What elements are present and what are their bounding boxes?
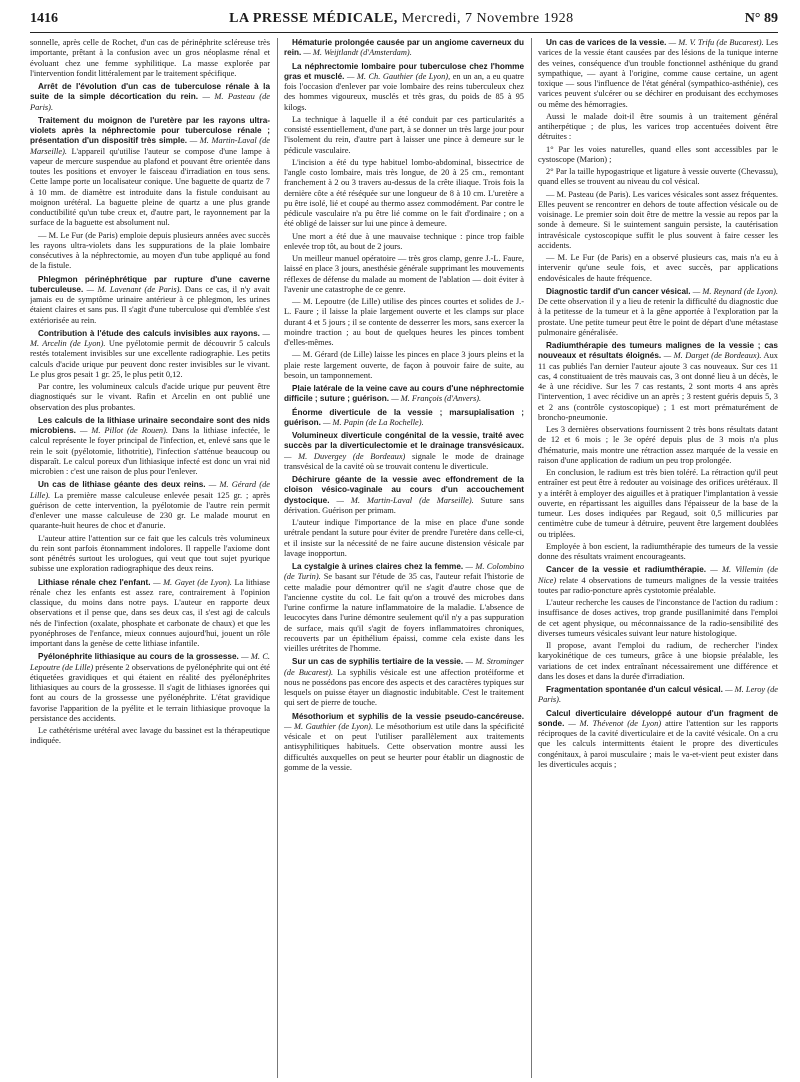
- article: [538, 341, 778, 562]
- article: [538, 287, 778, 338]
- article-paragraph: — M. Lepoutre (de Lille) utilise des pinces courtes et solides de J.-L. Faure ; il laisse la plaie largement ouverte et les clamps sur place durant 4 et 5 jours ; il se contente de desserrer les mors, sans exercer la moindre traction ; au bout de quelques heures les pinces tombent d'elles-mêmes.: [284, 297, 524, 347]
- article-heading: [30, 652, 270, 724]
- article: [538, 709, 778, 771]
- article-paragraph: L'incision a été du type habituel lombo-abdominal, bissectrice de l'angle costo lombaire, mais très longue, de 20 à 25 cm., remontant franchement à 2 ou 3 travers au-dessus de la crête iliaque. Trois fois la dernière côte a été réséquée sur une longueur de 8 à 10 cm. L'uretère a pu être isolé, lié et coupé au thermo assez commodément. Par contre le pédicule vasculaire n'a pu être lié comme on le fait d'ordinaire ; on a été obligé de laisser sur lui une pince à demeure.: [284, 157, 524, 229]
- article-heading: [284, 62, 524, 113]
- article-title: Radiumthérapie des tumeurs malignes de la vessie ; cas nouveaux et résultats éloignés.: [538, 341, 778, 361]
- article-text: Se basant sur l'étude de 35 cas, l'auteur refait l'historie de cette maladie pour démontrer qu'il ne s'agit d'autre chose que de l'ancienne cystite du col. Le fait qu'on a trouvé des microbes dans l'urine confirme la nature inflammatoire de la maladie. L'absence de leucocytes dans l'urine démontre seulement qu'il n'y a pas suppuration de surface, mais qu'il s'agit de foyers inflammatoires chroniques, recouverts par un épithélium épaissi, comme cela existe dans les vieilles urétrites de l'homme.: [284, 572, 524, 653]
- article: [284, 712, 524, 774]
- article-paragraph: Le cathétérisme urétéral avec lavage du bassinet est la thérapeutique indiquée.: [30, 726, 270, 746]
- article-heading: [284, 431, 524, 472]
- article-heading: [538, 565, 778, 596]
- article: [284, 62, 524, 382]
- article-paragraph: Aussi le malade doit-il être soumis à un traitement général antiherpétique ; de plus, les varices trop accentuées doivent être détruites :: [538, 111, 778, 142]
- article: [30, 652, 270, 746]
- article-paragraph: L'auteur indique l'importance de la mise en place d'une sonde urétrale pendant la suture pour éviter de prendre l'uretère dans celle-ci, et il insiste sur la nécessité de ne faire aucune distension vésicale par lavage inopportun.: [284, 518, 524, 558]
- article-author: — M. V. Trifu (de Bucarest).: [668, 38, 764, 47]
- article-paragraph: La technique à laquelle il a été conduit par ces particularités a consisté essentiellement, d'une part, à se donner un très large jour pour l'isolement du rein, d'autre part à laisser une pince à demeure sur le pédicule vasculaire.: [284, 114, 524, 155]
- article-paragraph: Une mort a été due à une mauvaise technique : pince trop faible enlevée trop tôt, au bout de 2 jours.: [284, 231, 524, 251]
- article-title: Phlegmon périnéphrétique par rupture d'une caverne tuberculeuse.: [30, 274, 270, 294]
- article-author: — M. Colombino (de Turin).: [284, 562, 524, 582]
- article: [30, 38, 270, 79]
- article-title: Fragmentation spontanée d'un calcul vésical.: [546, 685, 723, 694]
- text-columns: [30, 38, 778, 1078]
- article-heading: [284, 384, 524, 405]
- article: [284, 475, 524, 559]
- issue-date: Mercredi, 7 Novembre 1928: [401, 11, 574, 26]
- article: [284, 431, 524, 472]
- article-text: Une pyélotomie permit de découvrir 5 calculs restés totalement invisibles sur une excellente radiographie. Les petits calculs d'acide urique pur peuvent donc rester invisibles sur le vivant. Le plus gros pesait 1 gr. 25, le plus petit 0,12.: [30, 339, 270, 379]
- article: [538, 38, 778, 284]
- article: [30, 329, 270, 413]
- article-text: Dans la lithiase infectée, le calcul représente le foyer principal de l'infection, et, enlevé sans que le rein le soit (pyélotomie, lithotritie), l'infection s'atténue beaucoup ou disparaît. Le calcul poreux d'un lithiasique infecté est donc un vrai nid microbien : c'est une raison de plus pour l'enlever.: [30, 426, 270, 476]
- article-title: Diagnostic tardif d'un cancer vésical.: [546, 286, 691, 296]
- article-author: — M. Gérard (de Lille).: [30, 480, 270, 500]
- article-title: Calcul diverticulaire développé autour d'un fragment de sonde.: [538, 708, 778, 728]
- article-text: Suture sans dérivation. Guérison per primam.: [284, 495, 524, 515]
- article: [30, 116, 270, 272]
- article-text: Aux 11 cas publiés l'an dernier l'auteur ajoute 3 cas nouveaux. Sur ces 11 cas, 4 constituaient de très mauvais cas, 3 ont donné lieu à un décès, le 4e à une récidive. Sur les 7 cas restants, 2 sont morts 4 ans après l'intervention, 1 avec récidive un an après ; 3 restent guéris depuis 5, 3 et 2 ans (contrôle cystoscopique) ; 1 est mort prématurément de broncho-pneumonie.: [538, 351, 778, 422]
- issue-number: N° 89: [744, 11, 778, 26]
- article-author: — M. Reynard (de Lyon).: [692, 286, 778, 296]
- article-text: en un an, a eu quatre fois l'occasion d'enlever par voie lombaire des reins tuberculeux chez des hommes vigoureux, musclés et très gras, du poids de 85 à 95 kilogs.: [284, 71, 524, 112]
- article-author: — M. Darget (de Bordeaux).: [663, 351, 762, 361]
- article-paragraph: L'auteur attire l'attention sur ce fait que les calculs très volumineux du rein sont parfois étonnamment indolores. Il rappelle l'axiome dont sont pénétrés surtout les urologues, qui veut que tout sujet pyurique subisse une exploration radiographique des deux reins.: [30, 533, 270, 574]
- article-text: Les varices de la vessie étant causées par des lésions de la tunique interne des veines, conséquence d'un trouble fonctionnel asthénique du grand sympathique, — ayant à l'origine, comme cause certaine, un agent toxique — sous l'influence de l'état général (sympathico-asthénie), ces varices peuvent s'ulcérer ou se déchirer en produisant des ecchymoses ou même des hémorragies.: [538, 38, 778, 109]
- article: [30, 480, 270, 574]
- article-text: Dans ce cas, il n'y avait jamais eu de symptôme urinaire antérieur à ce phlegmon, les urines étaient claires et sans pus. Il s'agit d'une tuberculose qui d'emblée s'est extériorisée au rein.: [30, 284, 270, 325]
- article-paragraph: 2° Par la taille hypogastrique et ligature à vessie ouverte (Chevassu), quand elles se trouvent au niveau du col vésical.: [538, 167, 778, 187]
- article-paragraph: Il propose, avant l'emploi du radium, de rechercher l'index karyokinétique de ces tumeurs, grâce à une biopsie préalable, les variations de cet index entraînant nécessairement une différence et dans les doses et dans la durée d'irradiation.: [538, 641, 778, 681]
- article-author: — M. Papin (de La Rochelle).: [322, 417, 424, 427]
- article-title: Déchirure géante de la vessie avec effondrement de la cloison vésico-vaginale au cours d'un accouchement dystocique.: [284, 475, 524, 505]
- article-title: Lithiase rénale chez l'enfant.: [38, 577, 151, 587]
- article-author: — M. Leroy (de Paris).: [538, 685, 778, 705]
- article-author: — M. Martin-Laval (de Marseille).: [30, 136, 270, 156]
- article-title: Sur un cas de syphilis tertiaire de la vessie.: [292, 657, 464, 667]
- article-title: La néphrectomie lombaire pour tuberculose chez l'homme gras et musclé.: [284, 61, 524, 81]
- article-title: Cancer de la vessie et radiumthérapie.: [546, 565, 707, 575]
- article-paragraph: — M. Le Fur (de Paris) emploie depuis plusieurs années avec succès les rayons ultra-violets dans les suppurations de la plaie lombaire consécutives à la néphrectomie, au moyen d'un tube appliqué au fond de la fistule.: [30, 230, 270, 271]
- column-divider: [277, 38, 278, 1078]
- article-heading: [284, 657, 524, 708]
- article-paragraph: Par contre, les volumineux calculs d'acide urique pur peuvent être diagnostiqués sur le vivant. Rafin et Arcelin en ont publié une observation des plus probantes.: [30, 382, 270, 412]
- article-heading: [284, 38, 524, 59]
- article: [284, 657, 524, 708]
- column-2: [284, 38, 524, 1078]
- article-author: — M. Arcelin (de Lyon).: [30, 328, 270, 348]
- article-heading: [538, 287, 778, 338]
- article-text: La lithiase rénale chez les enfants est assez rare, contrairement à l'opinion classique, du moins dans notre pays. L'auteur en rapporte deux observations et il pense que, dans ses deux cas, il s'est agi de calculs nés de l'infection (oxalate, phosphate et carbonate de chaux) et que les pyonéphroses de l'enfance, mieux connues aujourd'hui, jouent un rôle important dans la genèse de cette lithiase infantile.: [30, 577, 270, 648]
- article: [284, 408, 524, 429]
- article-author: — M. Weijtlandt (d'Amsterdam).: [303, 48, 412, 58]
- column-1: [30, 38, 270, 1078]
- article-heading: [538, 685, 778, 706]
- article-heading: [30, 82, 270, 113]
- article-paragraph: Les 3 dernières observations fournissent 2 très bons résultats datant de 12 et 6 mois ; le 3e opéré depuis plus de 3 mois n'a plus d'hématurie, mais montre une rétraction assez marquée de la vessie en raison d'une application de radium un peu trop prolongée.: [538, 425, 778, 465]
- article: [30, 275, 270, 326]
- article-paragraph: sonnelle, après celle de Rochet, d'un cas de périnéphrite scléreuse très importante, prêtant à la confusion avec un gros néoplasme rénal et évoluant chez une femme syphilitique. La masse explorée par l'intervention fondit littéralement par le traitement spécifique.: [30, 38, 270, 78]
- article-title: Plaie latérale de la veine cave au cours d'une néphrectomie difficile ; suture ; guérison.: [284, 384, 524, 404]
- article-author: — M. Villemin (de Nice): [538, 565, 778, 585]
- column-divider: [531, 38, 532, 1078]
- article-title: La cystalgie à urines claires chez la femme.: [292, 562, 464, 571]
- article-text: signale le mode de drainage transvésical de la cavité où se trouvait contenu le diverticule.: [284, 451, 524, 471]
- article: [284, 38, 524, 59]
- article-author: — M. Gayet (de Lyon).: [153, 577, 232, 587]
- article: [30, 82, 270, 113]
- article-heading: [30, 480, 270, 531]
- article-title: Pyélonéphrite lithiasique au cours de la grossesse.: [38, 652, 239, 662]
- article-text: attire l'attention sur les rapports réciproques de la cavité diverticulaire et de la cavité vésicale. On a cru que les calculs intermittents étaient le propre des diverticules congénitaux, à paroi musculaire ; mais le va-et-vient peut exister dans les diverticules acquis ;: [538, 718, 778, 769]
- article-author: — M. Thévenot (de Lyon): [568, 718, 662, 728]
- article-title: Traitement du moignon de l'uretère par les rayons ultra-violets après la néphrectomie pour tuberculose rénale ; présentation d'un dispositif très simple.: [30, 115, 270, 146]
- article: [30, 416, 270, 478]
- article-heading: [284, 712, 524, 774]
- article-text: De cette observation il y a lieu de retenir la difficulté du diagnostic due à la petitesse de la tumeur et à la gêne apportée à l'exploration par la prostate. Une petite tumeur peut être le point de départ d'une métastase pulmonaire généralisée.: [538, 297, 778, 337]
- article-author: — M. François (d'Anvers).: [391, 394, 482, 404]
- page-header: [30, 6, 778, 33]
- article-paragraph: En conclusion, le radium est très bien toléré. La rétraction qu'il peut entraîner est peut être à redouter au voisinage des orifices urétéraux. Il y a intérêt à employer des aiguilles et à pratiquer l'implantation à vessie ouverte, en répartissant les aiguilles dans l'épaisseur de la base de la tumeur. Les doses indiquées par Regaud, soit 0,5 millicuries par centimètre cube de tumeur à détruire, peuvent être largement doublées ou triplées.: [538, 468, 778, 539]
- article-title: Volumineux diverticule congénital de la vessie, traité avec succès par la diverticulectomie et le drainage transvésicaux.: [284, 431, 524, 451]
- article-title: Arrêt de l'évolution d'un cas de tuberculose rénale à la suite de la simple décortication du rein.: [30, 82, 270, 102]
- article-title: Les calculs de la lithiase urinaire secondaire sont des nids microbiens.: [30, 415, 270, 435]
- article-title: Mésothorium et syphilis de la vessie pseudo-cancéreuse.: [292, 711, 524, 721]
- journal-title-line: [229, 11, 574, 27]
- article-title: Hématurie prolongée causée par un angiome caverneux du rein.: [284, 38, 524, 58]
- article-author: — M. Pillot (de Rouen).: [79, 426, 168, 435]
- article-paragraph: — M. Gérard (de Lille) laisse les pinces en place 3 jours pleins et la plaie reste largement ouverte, de façon à pouvoir faire de suite, au besoin, un tamponnement.: [284, 350, 524, 380]
- article-paragraph: Un meilleur manuel opératoire — très gros clamp, genre J.-L. Faure, laissé en place 3 jours, anesthésie générale supprimant les mouvements réflexes de défense du malade au moment de l'ablation — doit éviter à l'avenir une catastrophe de ce genre.: [284, 254, 524, 294]
- article-paragraph: Employée à bon escient, la radiumthérapie des tumeurs de la vessie donne des résultats vraiment encourageants.: [538, 541, 778, 561]
- article-heading: [538, 341, 778, 423]
- article-title: Un cas de lithiase géante des deux reins.: [38, 480, 206, 490]
- article-heading: [284, 475, 524, 516]
- article-text: relate 4 observations de tumeurs malignes de la vessie traitées toutes par radio-poncture après cystotomie préalable.: [538, 575, 778, 595]
- article-author: — M. Pasteau (de Paris).: [30, 92, 270, 112]
- page-number: 1416: [30, 11, 58, 26]
- article-text: La syphilis vésicale est une affection protéiforme et nous ne possédons pas encore des aspects et des caractères typiques sur lesquels on puisse étayer un diagnostic indubitable. C'est le traitement qui sert de pierre de touche.: [284, 667, 524, 708]
- article-author: — M. Martin-Laval (de Marseille).: [336, 495, 474, 505]
- article-author: — M. C. Lepoutre (de Lille): [30, 652, 270, 672]
- article-text: présente 2 observations de pyélonéphrite qui ont été étiquetées gravidiques et qui étaient en réalité des pyélonéphrites lithiasiques au cours de la grossesse. Il s'agit de lithiases ignorées qui font au cours de la grossesse une pyélonéphrite. L'état gravidique favorise l'apparition de la pyélite et le terrain lithiasique provoque la persistance des accidents.: [30, 662, 270, 723]
- article-heading: [538, 709, 778, 771]
- article-text: La première masse calculeuse enlevée pesait 125 gr. ; après guérison de cette intervention, la pyélotomie de l'autre rein permit d'enlever une masse calculeuse de 230 gr. Le malade mourut en quarante-huit heures de choc et d'anurie.: [30, 490, 270, 531]
- article-title: Contribution à l'étude des calculs invisibles aux rayons.: [38, 328, 260, 338]
- article: [30, 578, 270, 650]
- article-heading: [284, 408, 524, 429]
- article-title: Énorme diverticule de la vessie ; marsupialisation ; guérison.: [284, 407, 524, 427]
- article-heading: [30, 416, 270, 478]
- article-author: — M. Gauthier (de Lyon).: [284, 721, 374, 731]
- article-text: Le mésothorium est utile dans la spécificité vésicale et on peut l'utiliser parallèlement aux traitements antisyphilitiques habituels. Cette observation montre aussi les difficultés auxquelles on peut se heurter pour établir un diagnostic de gomme de la vessie.: [284, 721, 524, 772]
- journal-name: LA PRESSE MÉDICALE,: [229, 11, 398, 26]
- article-heading: [284, 562, 524, 654]
- article-author: — M. Lavenant (de Paris).: [86, 284, 182, 294]
- article-heading: [30, 329, 270, 380]
- article: [538, 685, 778, 706]
- article-heading: [30, 116, 270, 229]
- article-paragraph: — M. Pasteau (de Paris). Les varices vésicales sont assez fréquentes. Elles peuvent se rencontrer en dehors de toute affection vésicale ou de voisinage. Le premier soin doit être de mettre la vessie au repos par la sonde à demeure. Si le suintement sanguin persiste, la cautérisation intravésicale cystoscopique suffit le plus souvent à faire cesser les accidents.: [538, 189, 778, 250]
- article-paragraph: — M. Le Fur (de Paris) en a observé plusieurs cas, mais n'a eu à intervenir qu'une seule fois, et avec succès, par applications endovésicales de haute fréquence.: [538, 253, 778, 283]
- article-author: — M. Strominger (de Bucarest).: [284, 657, 524, 677]
- article: [538, 565, 778, 682]
- article: [284, 562, 524, 654]
- article-heading: [538, 38, 778, 110]
- article-author: — M. Ch. Gauthier (de Lyon),: [346, 71, 451, 81]
- article-author: — M. Duvergey (de Bordeaux): [284, 451, 406, 461]
- article-title: Un cas de varices de la vessie.: [546, 38, 667, 47]
- article-heading: [30, 275, 270, 326]
- article: [284, 384, 524, 405]
- column-3: [538, 38, 778, 1078]
- article-paragraph: 1° Par les voies naturelles, quand elles sont accessibles par le cystoscope (Marion) ;: [538, 144, 778, 164]
- article-paragraph: L'auteur recherche les causes de l'inconstance de l'action du radium : insuffisance de doses actives, trop grande pusillanimité dans l'emploi de cet agent physique, ou méconnaissance de la radio-sensibilité des diverses tumeurs vésicales suivant leur nature histologique.: [538, 598, 778, 638]
- article-text: L'appareil qu'utilise l'auteur se compose d'une lampe à vapeur de mercure suspendue au plafond et pouvant être orientée dans toutes les positions et envoyer le faisceau d'irradiation en tous sens. Cette lampe porte un localisateur conique. Une baguette de quartz de 7 à 10 mm. de diamètre est introduite dans la fistule conduisant au moignon urétéral. La baguette pleine de quartz a une plus grande conductibilité qu'un tube creux et, d'autre part, le rayonnement par la surface de la baguette est absolument nul.: [30, 146, 270, 228]
- article-heading: [30, 578, 270, 650]
